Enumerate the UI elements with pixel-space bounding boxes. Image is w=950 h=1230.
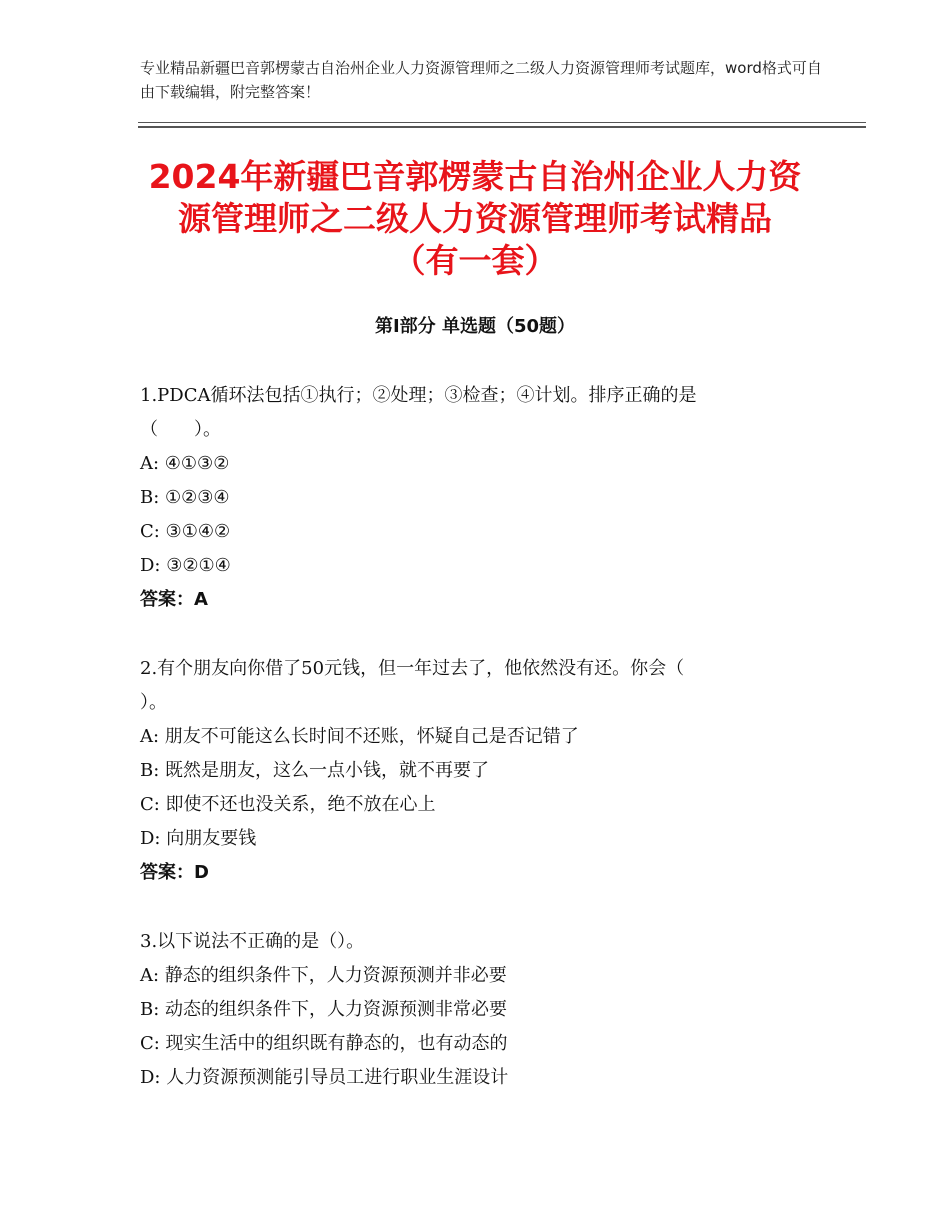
option-b: B: 动态的组织条件下，人力资源预测非常必要 [140, 999, 508, 1020]
question-stem: 1.PDCA循环法包括①执行；②处理；③检查；④计划。排序正确的是 [140, 385, 697, 406]
question-stem: 2.有个朋友向你借了50元钱，但一年过去了，他依然没有还。你会（ [140, 658, 685, 679]
option-b: B: ①②③④ [140, 487, 230, 508]
option-a: A: 朋友不可能这么长时间不还账，怀疑自己是否记错了 [140, 726, 579, 747]
option-a: A: ④①③② [140, 453, 230, 474]
title-line-1: 2024年新疆巴音郭楞蒙古自治州企业人力资 [148, 157, 802, 196]
option-a: A: 静态的组织条件下，人力资源预测并非必要 [140, 965, 507, 986]
option-c: C: ③①④② [140, 521, 231, 542]
question-3 [140, 925, 820, 1095]
header-divider-thick [138, 126, 866, 128]
option-c: C: 现实生活中的组织既有静态的，也有动态的 [140, 1033, 508, 1054]
answer-label: 答案：D [140, 862, 209, 883]
option-d: D: ③②①④ [140, 555, 231, 576]
section-title: 第Ⅰ部分 单选题（50题） [374, 316, 575, 337]
question-1 [140, 379, 820, 617]
title-line-3: （有一套） [392, 241, 558, 280]
document-title [100, 156, 850, 282]
option-d: D: 人力资源预测能引导员工进行职业生涯设计 [140, 1067, 509, 1088]
option-c: C: 即使不还也没关系，绝不放在心上 [140, 794, 436, 815]
header-note: 专业精品新疆巴音郭楞蒙古自治州企业人力资源管理师之二级人力资源管理师考试题库，word格式可自由下载编辑，附完整答案！ [140, 59, 822, 101]
question-stem-continued: （ ）。 [140, 419, 221, 440]
answer-label: 答案：A [140, 589, 208, 610]
option-b: B: 既然是朋友，这么一点小钱，就不再要了 [140, 760, 490, 781]
question-stem: 3.以下说法不正确的是（）。 [140, 931, 365, 952]
header-divider-thin [138, 122, 866, 123]
title-line-2: 源管理师之二级人力资源管理师考试精品 [178, 199, 772, 238]
question-2 [140, 652, 820, 890]
question-stem-continued: ）。 [140, 692, 167, 713]
option-d: D: 向朋友要钱 [140, 828, 257, 849]
